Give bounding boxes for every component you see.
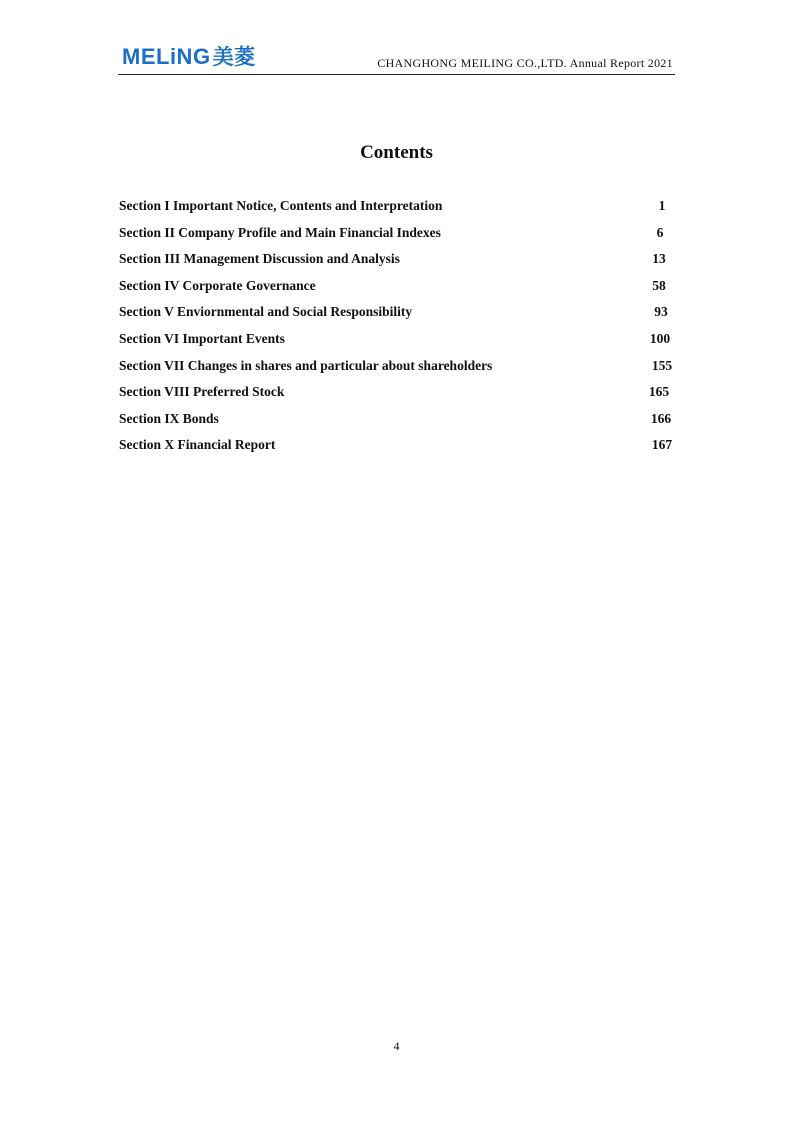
toc-entry[interactable] [119,433,679,460]
toc-entry[interactable] [119,380,679,407]
toc-entry[interactable] [119,327,679,354]
toc-entry[interactable] [119,221,679,248]
logo-text: MELiNG [122,44,211,69]
toc-entry-page: 13 [652,251,666,267]
toc-entry-page: 165 [648,384,670,400]
toc-entry-page: 1 [658,198,666,213]
toc-entry-label[interactable]: Section III Management Discussion and Analysis [119,251,400,267]
toc-entry-label[interactable]: Section VI Important Events [119,330,285,346]
toc-entry-page: 6 [656,224,664,240]
toc-entry-label[interactable]: Section IX Bonds [119,410,219,426]
toc-entry-page: 166 [650,410,672,426]
toc-entry[interactable] [119,274,679,301]
toc-entry-label[interactable]: Section I Important Notice, Contents and Interpretation [119,198,443,213]
toc-entry-label[interactable]: Section V Enviornmental and Social Responsibility [119,304,413,320]
toc-entry-label[interactable]: Section II Company Profile and Main Financial Indexes [119,224,441,240]
toc-entry[interactable] [119,300,679,327]
toc-entry-label[interactable]: Section VIII Preferred Stock [119,384,285,400]
toc-entry-page: 58 [652,277,666,293]
toc-entry[interactable] [119,247,679,274]
toc-entry-page: 155 [651,357,673,373]
toc-entry-label[interactable]: Section VII Changes in shares and particular about shareholders [119,357,493,373]
logo-cn-text: 美菱 [212,46,256,69]
toc-entry[interactable] [119,407,679,434]
toc-entry-label[interactable]: Section X Financial Report [119,437,276,453]
toc-entry-page: 93 [654,304,668,320]
page-number: 4 [393,1039,400,1053]
toc-entry[interactable] [119,354,679,381]
meiling-logo [122,41,256,71]
toc-entry-label[interactable]: Section IV Corporate Governance [119,277,316,293]
page-title: Contents [360,142,433,163]
toc-entry-page: 167 [651,437,673,453]
page-header [118,38,675,75]
toc-entry-page: 100 [649,330,671,346]
table-of-contents [119,194,679,460]
report-title: CHANGHONG MEILING CO.,LTD. Annual Report 2021 [377,56,673,70]
toc-entry[interactable] [119,194,679,221]
